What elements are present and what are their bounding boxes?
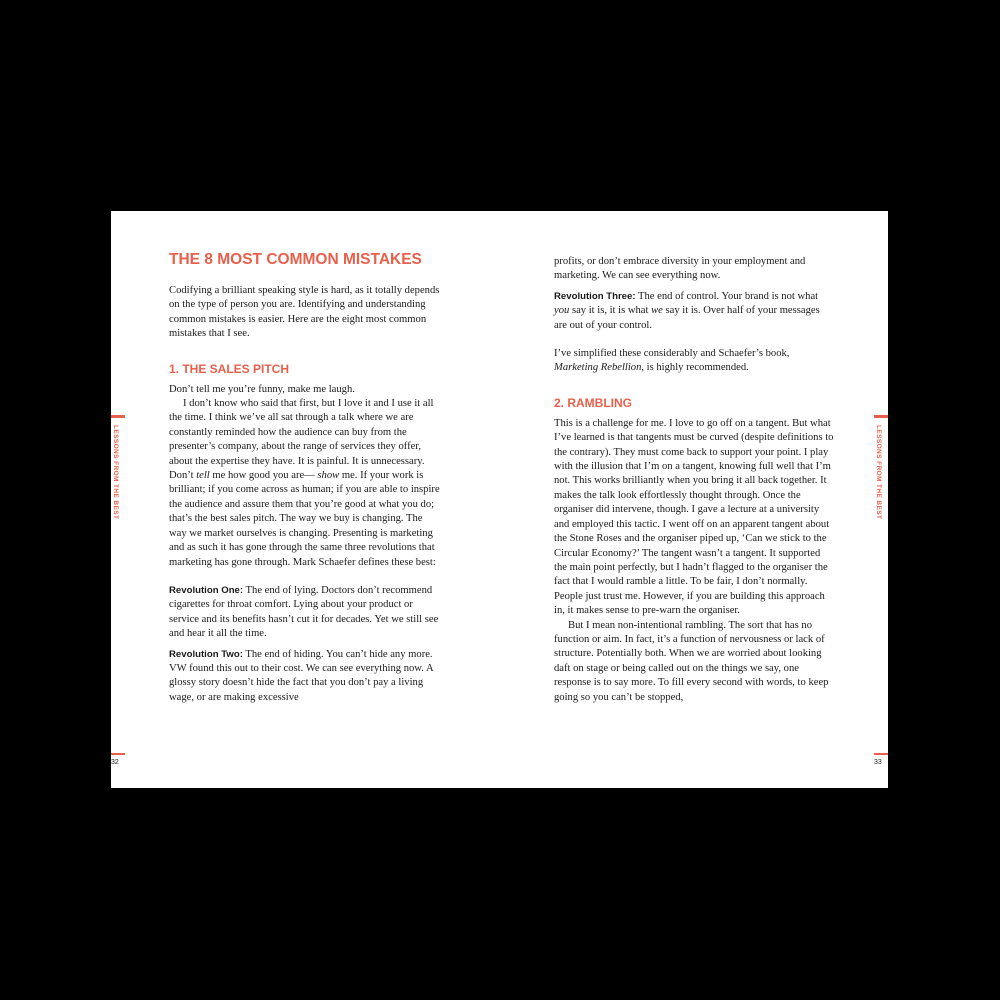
- paragraph-sales-pitch: I don’t know who said that first, but I love it and I use it all the time. I think we’ve all sat through a talk where we are constantly reminded how the audience can buy from the presenter’s company, about the range of services they offer, about the expertise they have. It is painful. It is unnecessary. Don’t tell me how good you are— show me. If your work is brilliant; if you come across as human; if you are able to inspire the audience and assure them that you’re good at what you do; that’s the best sales pitch. The way we buy is changing. The way we market ourselves is changing. Presenting is marketing and as such it has gone through the same three revolutions that marketing has gone through. Mark Schaefer defines these best:: [169, 398, 440, 568]
- running-head-right: [874, 415, 884, 519]
- accent-bar: [111, 753, 125, 755]
- accent-bar: [111, 415, 125, 418]
- book-title: Marketing Rebellion: [554, 362, 642, 374]
- paragraph-rambling-1: This is a challenge for me. I love to go off on a tangent. But what I’ve learned is that tangents must be curved (despite definitions to the contrary). They must come back to support your point. I play with the illusion that I’m on a tangent, knowing full well that I’m not. This works brilliantly when you bring it all back together. It makes the talk look effortlessly thought through. Once the organiser did intervene, though. I gave a lecture at a university and employed this tactic. I went off on an apparent tangent about the Stone Roses and the organiser piped up, ‘Can we stick to the Circular Economy?’ The tangent wasn’t a tangent. It supported the main point perfectly, but I hadn’t flagged to the organiser the fact that I would ramble a little. To be fair, I don’t normally. People just trust me. However, if you are building this approach in, it makes sense to pre-warn the organiser.: [554, 417, 834, 617]
- right-page: [499, 211, 888, 788]
- revolution-one-label: Revolution One:: [169, 584, 244, 596]
- section-title-rambling: 2. RAMBLING: [554, 395, 632, 410]
- left-text-column: [169, 251, 441, 705]
- book-spread: [111, 211, 888, 788]
- page-number: 33: [874, 759, 882, 766]
- page-number: 32: [111, 759, 119, 766]
- accent-bar: [874, 415, 888, 418]
- chapter-title: THE 8 MOST COMMON MISTAKES: [169, 251, 422, 268]
- running-head-text: LESSONS FROM THE BEST: [875, 425, 882, 520]
- section-title-sales-pitch: 1. THE SALES PITCH: [169, 361, 290, 376]
- revolution-two-label: Revolution Two:: [169, 648, 243, 660]
- page-number-left: [111, 753, 125, 766]
- paragraph-quote: Don’t tell me you’re funny, make me laugh.: [169, 383, 355, 395]
- paragraph-rambling-2: But I mean non-intentional rambling. The sort that has no function or aim. In fact, it’s a function of nervousness or lack of structure. Potentially both. When we are worried about looking daft on stage or being called out on the things we say, one response is to say more. To fill every second with words, to keep going so you can’t be stopped,: [554, 619, 829, 703]
- left-page: [111, 211, 499, 788]
- page-number-right: [874, 753, 888, 766]
- paragraph-revolution-three: Revolution Three: The end of control. Your brand is not what you say it is, it is what we say it is. Over half of your messages are out of your control.: [554, 290, 820, 331]
- revolution-three-label: Revolution Three:: [554, 290, 636, 302]
- running-head-left: [111, 415, 121, 519]
- right-text-column: [554, 255, 834, 705]
- running-head-text: LESSONS FROM THE BEST: [112, 425, 119, 520]
- accent-bar: [874, 753, 888, 755]
- paragraph-revolution-two: Revolution Two: The end of hiding. You can’t hide any more. VW found this out to their cost. We can see everything now. A glossy story doesn’t hide the fact that you don’t pay a living wage, or are making excessive: [169, 648, 434, 703]
- paragraph-continued: profits, or don’t embrace diversity in your employment and marketing. We can see everything now.: [554, 256, 806, 282]
- intro-paragraph: Codifying a brilliant speaking style is hard, as it totally depends on the type of person you are. Identifying and understanding common mistakes is easier. Here are the eight most common mistakes that I see.: [169, 285, 440, 340]
- paragraph-revolution-one: Revolution One: The end of lying. Doctors don’t recommend cigarettes for throat comfort. Lying about your product or service and its benefits hasn’t cut it for decades. Yet we still see and hear it all the time.: [169, 584, 439, 640]
- paragraph-simplified: I’ve simplified these considerably and Schaefer’s book, Marketing Rebellion, is highly recommended.: [554, 348, 790, 374]
